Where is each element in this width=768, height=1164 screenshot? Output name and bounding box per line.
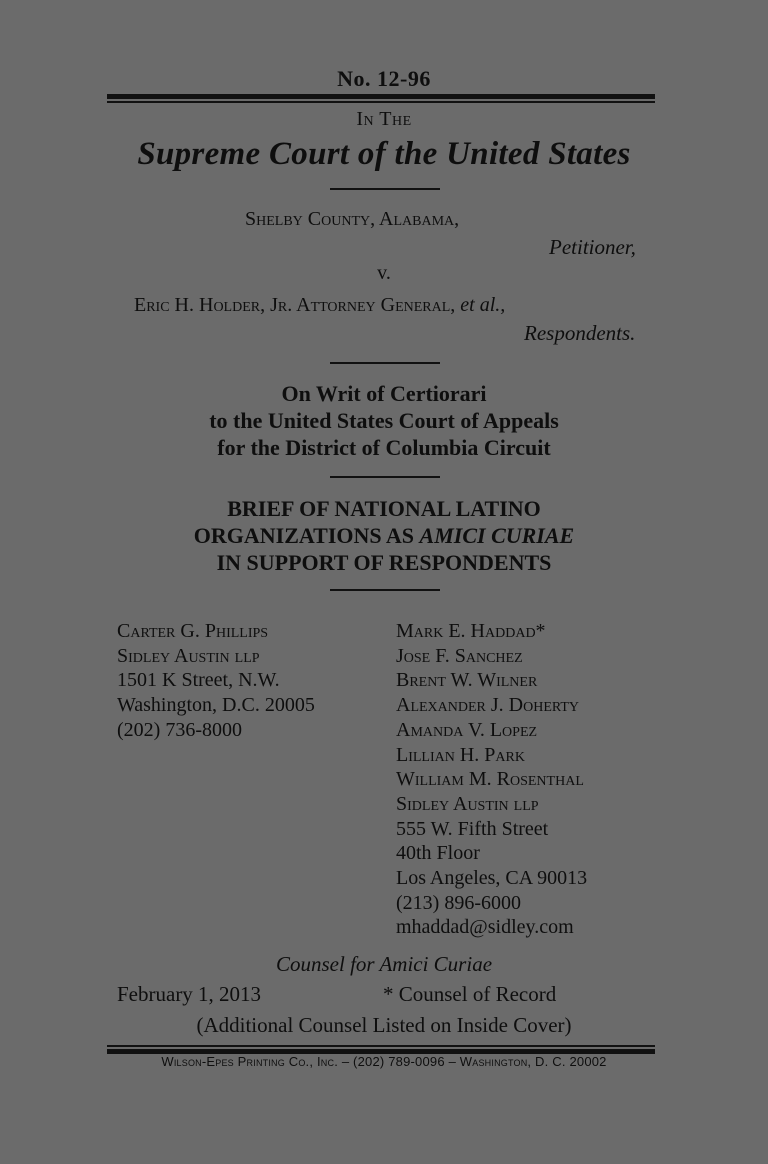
law-firm: Sidley Austin llp (117, 644, 260, 667)
writ-line: On Writ of Certiorari (281, 381, 487, 406)
counsel-for-label: Counsel for Amici Curiae (275, 952, 493, 976)
top-rule-thick (107, 94, 655, 99)
additional-counsel-note: (Additional Counsel Listed on Inside Cover) (196, 1013, 572, 1037)
brief-title-line: BRIEF OF NATIONAL LATINO (227, 496, 541, 521)
address-line: Washington, D.C. 20005 (117, 694, 315, 717)
court-name: Supreme Court of the United States (137, 136, 631, 172)
brief-title-line (0, 522, 768, 549)
counsel-name: Carter G. Phillips (117, 620, 269, 642)
phone-number: (202) 736-8000 (117, 718, 242, 741)
docket-number: No. 12-96 (337, 66, 431, 91)
counsel-name: Mark E. Haddad* (396, 620, 546, 642)
divider-rule (330, 589, 440, 591)
counsel-of-record-note: * Counsel of Record (383, 982, 557, 1006)
writ-line: to the United States Court of Appeals (209, 408, 559, 433)
divider-rule (330, 476, 440, 478)
petitioner-name: Shelby County, Alabama, (245, 208, 460, 230)
divider-rule (330, 188, 440, 190)
respondent-etal: et al., (460, 294, 506, 316)
respondent-role: Respondents. (524, 321, 636, 345)
counsel-name: Alexander J. Doherty (396, 694, 580, 717)
law-firm: Sidley Austin llp (396, 792, 539, 815)
address-line: 1501 K Street, N.W. (117, 669, 280, 692)
printer-credit: Wilson-Epes Printing Co., Inc. – (202) 789-0096 – Washington, D. C. 20002 (161, 1054, 607, 1069)
brief-title (0, 495, 768, 576)
address-line: 40th Floor (396, 842, 480, 865)
address-line: 555 W. Fifth Street (396, 817, 549, 840)
divider-rule (330, 362, 440, 364)
petitioner-role: Petitioner, (549, 235, 636, 259)
phone-number: (213) 896-6000 (396, 891, 521, 914)
counsel-name: Jose F. Sanchez (396, 644, 523, 667)
writ-line: for the District of Columbia Circuit (217, 435, 551, 460)
right-counsel-block (396, 619, 587, 940)
counsel-name: Brent W. Wilner (396, 669, 538, 692)
respondent-line (134, 294, 505, 317)
top-rule-thin (107, 101, 655, 103)
address-line: Los Angeles, CA 90013 (396, 867, 588, 890)
counsel-name: Lillian H. Park (396, 743, 525, 766)
filing-date: February 1, 2013 (117, 982, 262, 1006)
brief-title-italic: AMICI CURIAE (419, 523, 575, 548)
counsel-name: William M. Rosenthal (396, 768, 584, 791)
email-address: mhaddad@sidley.com (396, 916, 574, 939)
brief-title-line: IN SUPPORT OF RESPONDENTS (216, 550, 552, 575)
brief-title-prefix: ORGANIZATIONS AS (193, 523, 415, 548)
bottom-rule-thin (107, 1045, 655, 1047)
in-the-label: In The (356, 108, 412, 130)
counsel-name: Amanda V. Lopez (396, 718, 538, 741)
respondent-name: Eric H. Holder, Jr. Attorney General, (134, 294, 456, 316)
left-counsel-block (117, 619, 315, 743)
versus: v. (377, 262, 391, 284)
writ-block (0, 380, 768, 461)
